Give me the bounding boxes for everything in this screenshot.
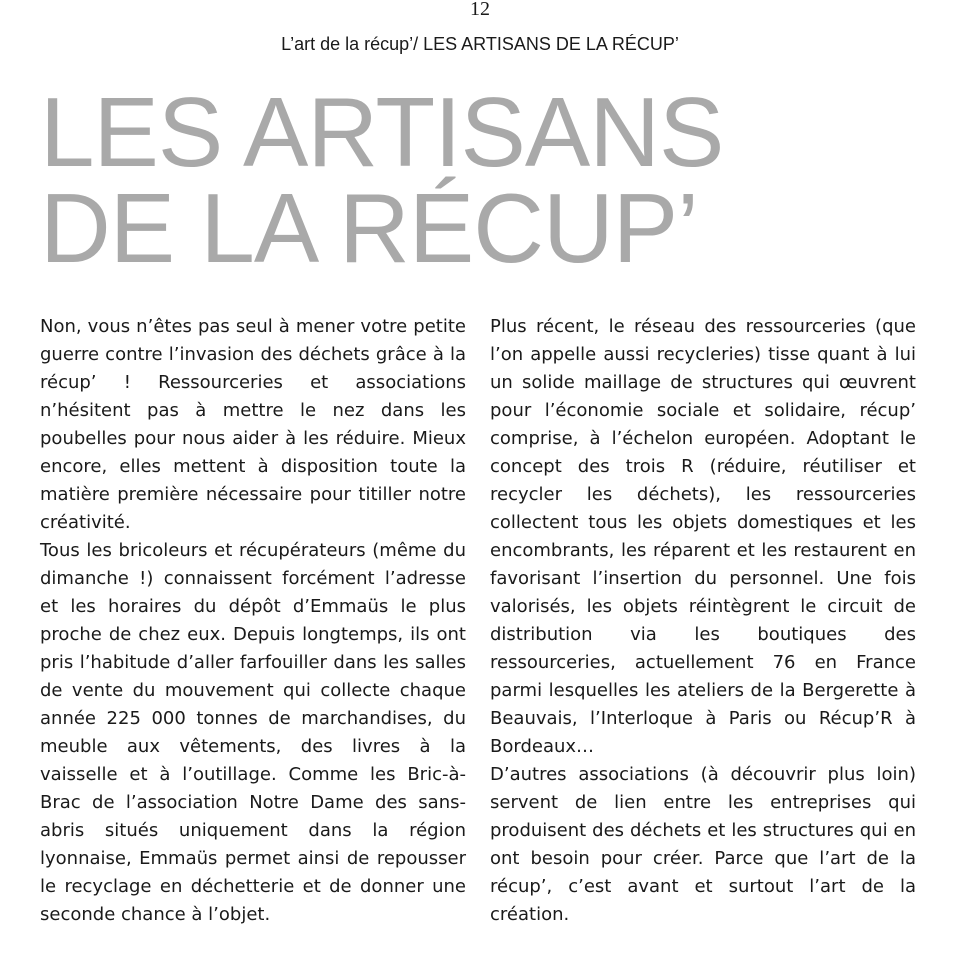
- right-paragraph-1: Plus récent, le réseau des ressourceries (que l’on appelle aussi recycleries) tisse quant à lui un solide maillage de structures qui œuvrent pour l’économie sociale et solidaire, récup’ comprise, à l’échelon européen. Adoptant le concept des trois R (réduire, réutiliser et recycler les déchets), les ressourceries collectent tous les objets domestiques et les encombrants, les réparent et les restaurent en favorisant l’insertion du personnel. Une fois valorisés, les objets réintègrent le circuit de distribution via les boutiques des ressourceries, actuellement 76 en France parmi lesquelles les ateliers de la Bergerette à Beauvais, l’Interloque à Paris ou Récup’R à Bordeaux…: [490, 316, 916, 757]
- article-title-line-1: LES ARTISANS: [40, 77, 724, 187]
- left-paragraph-1: Non, vous n’êtes pas seul à mener votre petite guerre contre l’invasion des déchets grâce à la récup’ ! Ressourceries et associations n’hésitent pas à mettre le nez dans les poubelles pour nous aider à les réduire. Mieux encore, elles mettent à disposition toute la matière première nécessaire pour titiller notre créativité.: [40, 316, 466, 533]
- running-head: L’art de la récup’/ LES ARTISANS DE LA RÉCUP’: [281, 34, 679, 54]
- left-paragraph-2: Tous les bricoleurs et récupérateurs (même du dimanche !) connaissent forcément l’adresse et les horaires du dépôt d’Emmaüs le plus proche de chez eux. Depuis longtemps, ils ont pris l’habitude d’aller farfouiller dans les salles de vente du mouvement qui collecte chaque année 225 000 tonnes de marchandises, du meuble aux vêtements, des livres à la vaisselle et à l’outillage. Comme les Bric-à-Brac de l’association Notre Dame des sans-abris situés uniquement dans la région lyonnaise, Emmaüs permet ainsi de repousser le recyclage en déchetterie et de donner une seconde chance à l’objet.: [40, 540, 466, 925]
- right-paragraph-2: D’autres associations (à découvrir plus loin) servent de lien entre les entreprises qui produisent des déchets et les structures qui en ont besoin pour créer. Parce que l’art de la récup’, c’est avant et surtout l’art de la création.: [490, 764, 916, 925]
- right-column: [490, 313, 916, 929]
- left-column: [40, 313, 466, 929]
- page-number: 12: [470, 0, 490, 20]
- article-title-line-2: DE LA RÉCUP’: [40, 173, 698, 283]
- article-title: [40, 77, 724, 283]
